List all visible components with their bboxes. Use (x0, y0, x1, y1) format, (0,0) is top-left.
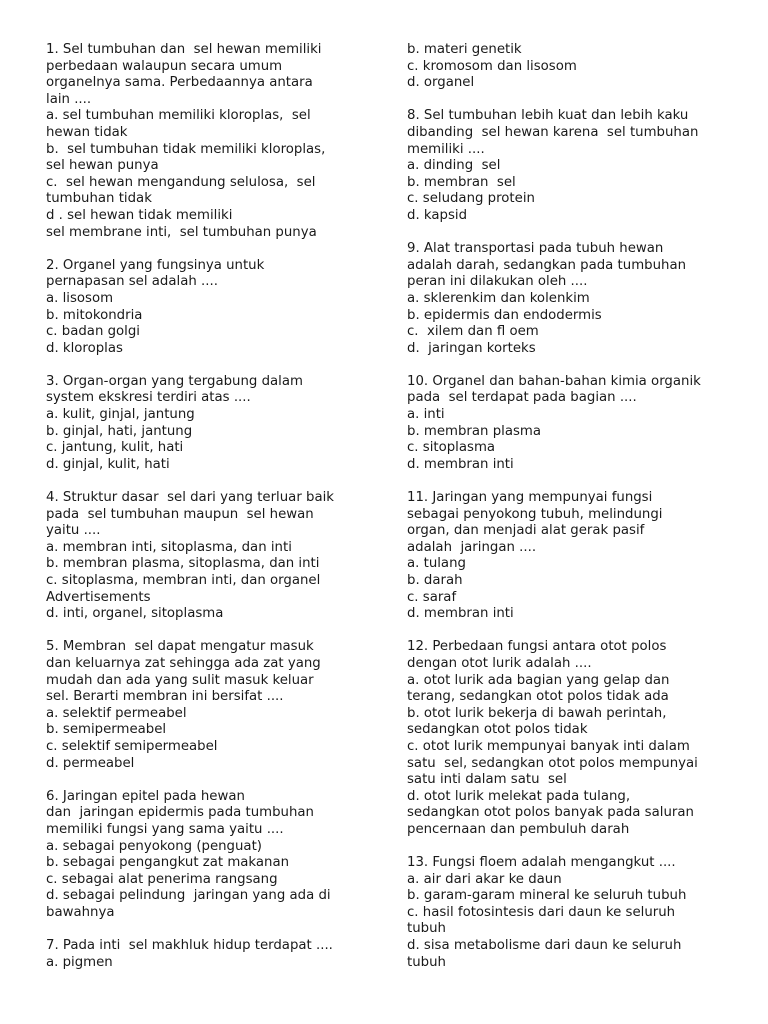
text-line: b. sebagai pengangkut zat makanan (46, 855, 290, 871)
text-line: b. semipermeabel (46, 722, 167, 738)
question-block (46, 258, 376, 358)
text-line: d. otot lurik melekat pada tulang, (407, 788, 631, 804)
text-line: d. kloroplas (46, 340, 123, 356)
question-block (407, 241, 737, 357)
text-line: pernapasan sel adalah .... (46, 274, 218, 290)
text-line: perbedaan walaupun secara umum (46, 58, 283, 74)
text-line: a. inti (407, 407, 445, 423)
text-line: c. seludang protein (407, 191, 535, 207)
question-block (46, 374, 376, 474)
text-line: 6. Jaringan epitel pada hewan (46, 788, 245, 804)
right-column (407, 42, 737, 988)
text-line: a. membran inti, sitoplasma, dan inti (46, 539, 292, 555)
text-line: dengan otot lurik adalah .... (407, 655, 592, 671)
text-line: peran ini dilakukan oleh .... (407, 274, 588, 290)
text-line: c. sel hewan mengandung selulosa, sel (46, 174, 316, 190)
question-block (407, 639, 737, 838)
text-line: 9. Alat transportasi pada tubuh hewan (407, 241, 664, 257)
text-line: 5. Membran sel dapat mengatur masuk (46, 639, 314, 655)
text-line: d. ginjal, kulit, hati (46, 456, 170, 472)
text-line: 10. Organel dan bahan-bahan kimia organik (407, 373, 701, 389)
text-line: 12. Perbedaan fungsi antara otot polos (407, 639, 667, 655)
text-line: a. sel tumbuhan memiliki kloroplas, sel (46, 108, 311, 124)
text-line: 2. Organel yang fungsinya untuk (46, 257, 265, 273)
text-line: hewan tidak (46, 124, 128, 140)
text-line: yaitu .... (46, 523, 101, 539)
text-line: c. sitoplasma, membran inti, dan organel (46, 573, 321, 588)
text-line: 4. Struktur dasar sel dari yang terluar baik (46, 490, 335, 506)
question-block (46, 789, 376, 922)
text-line: a. lisosom (46, 290, 114, 306)
question-block (46, 938, 376, 971)
text-line: b. sel tumbuhan tidak memiliki kloroplas, (46, 141, 326, 157)
text-line: c. kromosom dan lisosom (407, 58, 577, 74)
text-line: a. pigmen (46, 954, 113, 970)
question-block (407, 108, 737, 224)
text-line: a. sklerenkim dan kolenkim (407, 290, 590, 306)
text-line: d. permeabel (46, 755, 135, 771)
text-line: c. badan golgi (46, 324, 141, 340)
text-line: 1. Sel tumbuhan dan sel hewan memiliki (46, 42, 322, 57)
text-line: sedangkan otot polos banyak pada saluran (407, 805, 694, 821)
text-line: d. organel (407, 75, 475, 91)
text-line: c. sebagai alat penerima rangsang (46, 871, 278, 887)
text-line: Advertisements (46, 589, 151, 605)
text-line: c. jantung, kulit, hati (46, 440, 184, 456)
text-line: terang, sedangkan otot polos tidak ada (407, 689, 669, 705)
text-line: b. mitokondria (46, 307, 143, 323)
text-line: b. garam-garam mineral ke seluruh tubuh (407, 888, 687, 904)
question-block (407, 855, 737, 971)
text-line: c. xilem dan fl oem (407, 324, 539, 340)
text-line: c. hasil fotosintesis dari daun ke seluruh (407, 904, 676, 920)
text-line: tumbuhan tidak (46, 191, 152, 207)
text-line: sel membrane inti, sel tumbuhan punya (46, 224, 317, 240)
text-line: sebagai penyokong tubuh, melindungi (407, 506, 663, 522)
text-line: b. epidermis dan endodermis (407, 307, 602, 323)
text-line: sel. Berarti membran ini bersifat .... (46, 689, 284, 705)
text-line: adalah jaringan .... (407, 539, 537, 555)
text-line: b. membran sel (407, 174, 516, 190)
text-line: pencernaan dan pembuluh darah (407, 821, 630, 837)
text-line: a. air dari akar ke daun (407, 871, 562, 887)
text-line: b. ginjal, hati, jantung (46, 423, 193, 439)
text-line: a. otot lurik ada bagian yang gelap dan (407, 672, 670, 688)
text-line: organelnya sama. Perbedaannya antara (46, 75, 313, 91)
text-line: dan jaringan epidermis pada tumbuhan (46, 805, 314, 821)
text-line: sedangkan otot polos tidak (407, 722, 588, 738)
text-line: adalah darah, sedangkan pada tumbuhan (407, 257, 687, 273)
text-line: b. membran plasma (407, 423, 542, 439)
text-line: 7. Pada inti sel makhluk hidup terdapat .... (46, 938, 333, 954)
text-line: a. kulit, ginjal, jantung (46, 407, 195, 423)
text-line: d. inti, organel, sitoplasma (46, 606, 224, 622)
text-line: a. tulang (407, 556, 466, 572)
question-block (46, 42, 376, 241)
text-line: dibanding sel hewan karena sel tumbuhan (407, 124, 699, 140)
text-line: organ, dan menjadi alat gerak pasif (407, 523, 645, 539)
text-line: d. sisa metabolisme dari daun ke seluruh (407, 938, 682, 954)
question-block (407, 42, 737, 92)
text-line: c. otot lurik mempunyai banyak inti dalam (407, 738, 690, 754)
text-line: satu inti dalam satu sel (407, 772, 567, 788)
text-line: d. kapsid (407, 207, 468, 223)
text-line: d. membran inti (407, 606, 514, 622)
text-line: satu sel, sedangkan otot polos mempunyai (407, 755, 698, 771)
text-line: c. saraf (407, 589, 457, 605)
text-line: 3. Organ-organ yang tergabung dalam (46, 373, 303, 389)
text-line: mudah dan ada yang sulit masuk keluar (46, 672, 314, 688)
text-line: b. otot lurik bekerja di bawah perintah, (407, 705, 667, 721)
text-line: memiliki .... (407, 141, 485, 157)
question-block (46, 639, 376, 772)
text-line: memiliki fungsi yang sama yaitu .... (46, 821, 284, 837)
text-line: a. selektif permeabel (46, 705, 187, 721)
text-line: 8. Sel tumbuhan lebih kuat dan lebih kaku (407, 108, 689, 124)
text-line: d. membran inti (407, 456, 514, 472)
text-line: pada sel terdapat pada bagian .... (407, 390, 637, 406)
text-line: sel hewan punya (46, 158, 159, 174)
text-line: system ekskresi terdiri atas .... (46, 390, 251, 406)
text-line: 11. Jaringan yang mempunyai fungsi (407, 490, 653, 506)
question-block (46, 490, 376, 623)
text-line: tubuh (407, 954, 446, 970)
text-line: dan keluarnya zat sehingga ada zat yang (46, 655, 321, 671)
question-block (407, 374, 737, 474)
text-line: a. sebagai penyokong (penguat) (46, 838, 262, 854)
text-line: lain .... (46, 91, 92, 107)
text-line: a. dinding sel (407, 158, 501, 174)
text-line: 13. Fungsi floem adalah mengangkut .... (407, 855, 676, 871)
text-line: d. sebagai pelindung jaringan yang ada di (46, 888, 331, 904)
text-line: c. selektif semipermeabel (46, 738, 218, 754)
text-line: c. sitoplasma (407, 440, 496, 456)
text-line: d . sel hewan tidak memiliki (46, 207, 233, 223)
question-block (407, 490, 737, 623)
left-column (46, 42, 376, 988)
text-line: bawahnya (46, 904, 115, 920)
text-line: pada sel tumbuhan maupun sel hewan (46, 506, 314, 522)
text-line: tubuh (407, 921, 446, 937)
text-line: b. darah (407, 573, 463, 588)
text-line: d. jaringan korteks (407, 340, 536, 356)
text-line: b. materi genetik (407, 42, 522, 57)
text-line: b. membran plasma, sitoplasma, dan inti (46, 556, 320, 572)
